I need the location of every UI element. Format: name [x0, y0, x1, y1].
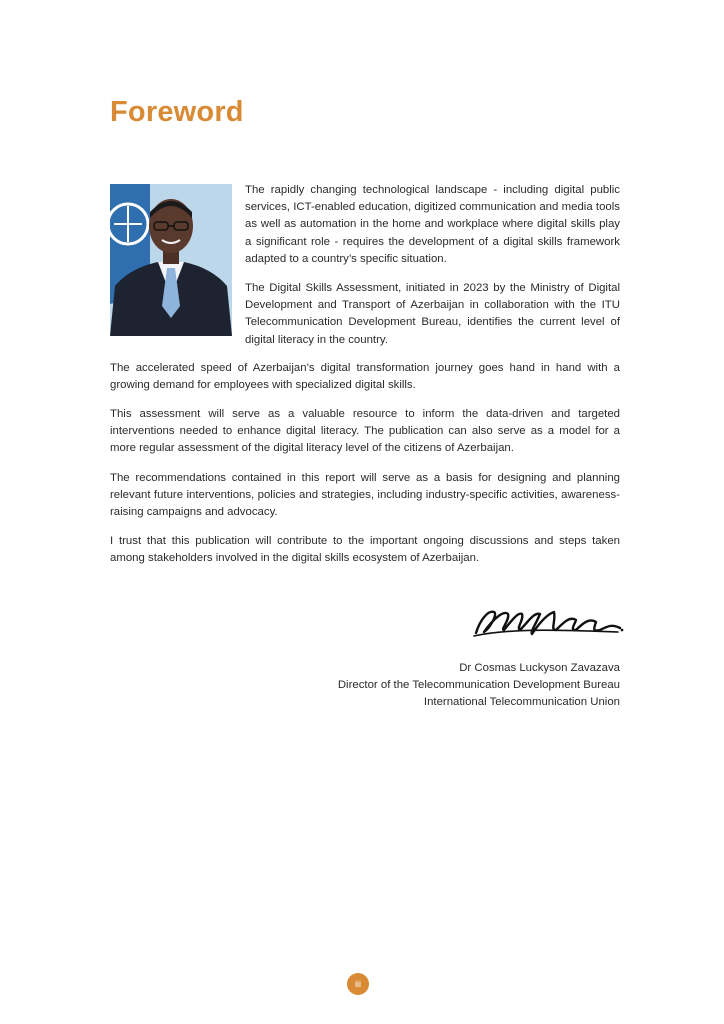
- author-portrait: [110, 184, 232, 336]
- foreword-paragraph: The rapidly changing technological landscape - including digital public services, ICT-enabled education, digitized communication and media tools as well as automation in the home and workplace where digital skills play a significant role - requires the development of a digital skills framework adapted to a country’s specific situation.: [245, 184, 620, 265]
- foreword-paragraph: I trust that this publication will contribute to the important ongoing discussions and steps taken among stakeholders involved in the digital skills ecosystem of Azerbaijan.: [110, 535, 620, 565]
- signatory-name: Dr Cosmas Luckyson Zavazava: [459, 662, 620, 674]
- page-title: Foreword: [110, 96, 244, 128]
- foreword-paragraph: The recommendations contained in this report will serve as a basis for designing and planning relevant future interventions, policies and strategies, including industry-specific activities, awareness-raising campaigns and advocacy.: [110, 472, 620, 519]
- foreword-paragraph: The accelerated speed of Azerbaijan’s digital transformation journey goes hand in hand with a growing demand for employees with specialized digital skills.: [110, 362, 620, 392]
- signatory-organization: International Telecommunication Union: [423, 696, 620, 709]
- foreword-paragraph: This assessment will serve as a valuable resource to inform the data-driven and targeted interventions needed to enhance digital literacy. The publication can also serve as a model for a more regular assessment of the digital literacy level of the citizens of Azerbaijan.: [110, 408, 620, 455]
- signatory-position: Director of the Telecommunication Development Bureau: [337, 679, 620, 692]
- signature-block: [338, 660, 620, 712]
- foreword-paragraph: The Digital Skills Assessment, initiated in 2023 by the Ministry of Digital Development and Transport of Azerbaijan in collaboration with the ITU Telecommunication Development Bureau, identifies the current level of digital literacy in the country.: [245, 282, 620, 346]
- page-number-badge: iii: [347, 973, 369, 995]
- handwritten-signature: [470, 600, 625, 645]
